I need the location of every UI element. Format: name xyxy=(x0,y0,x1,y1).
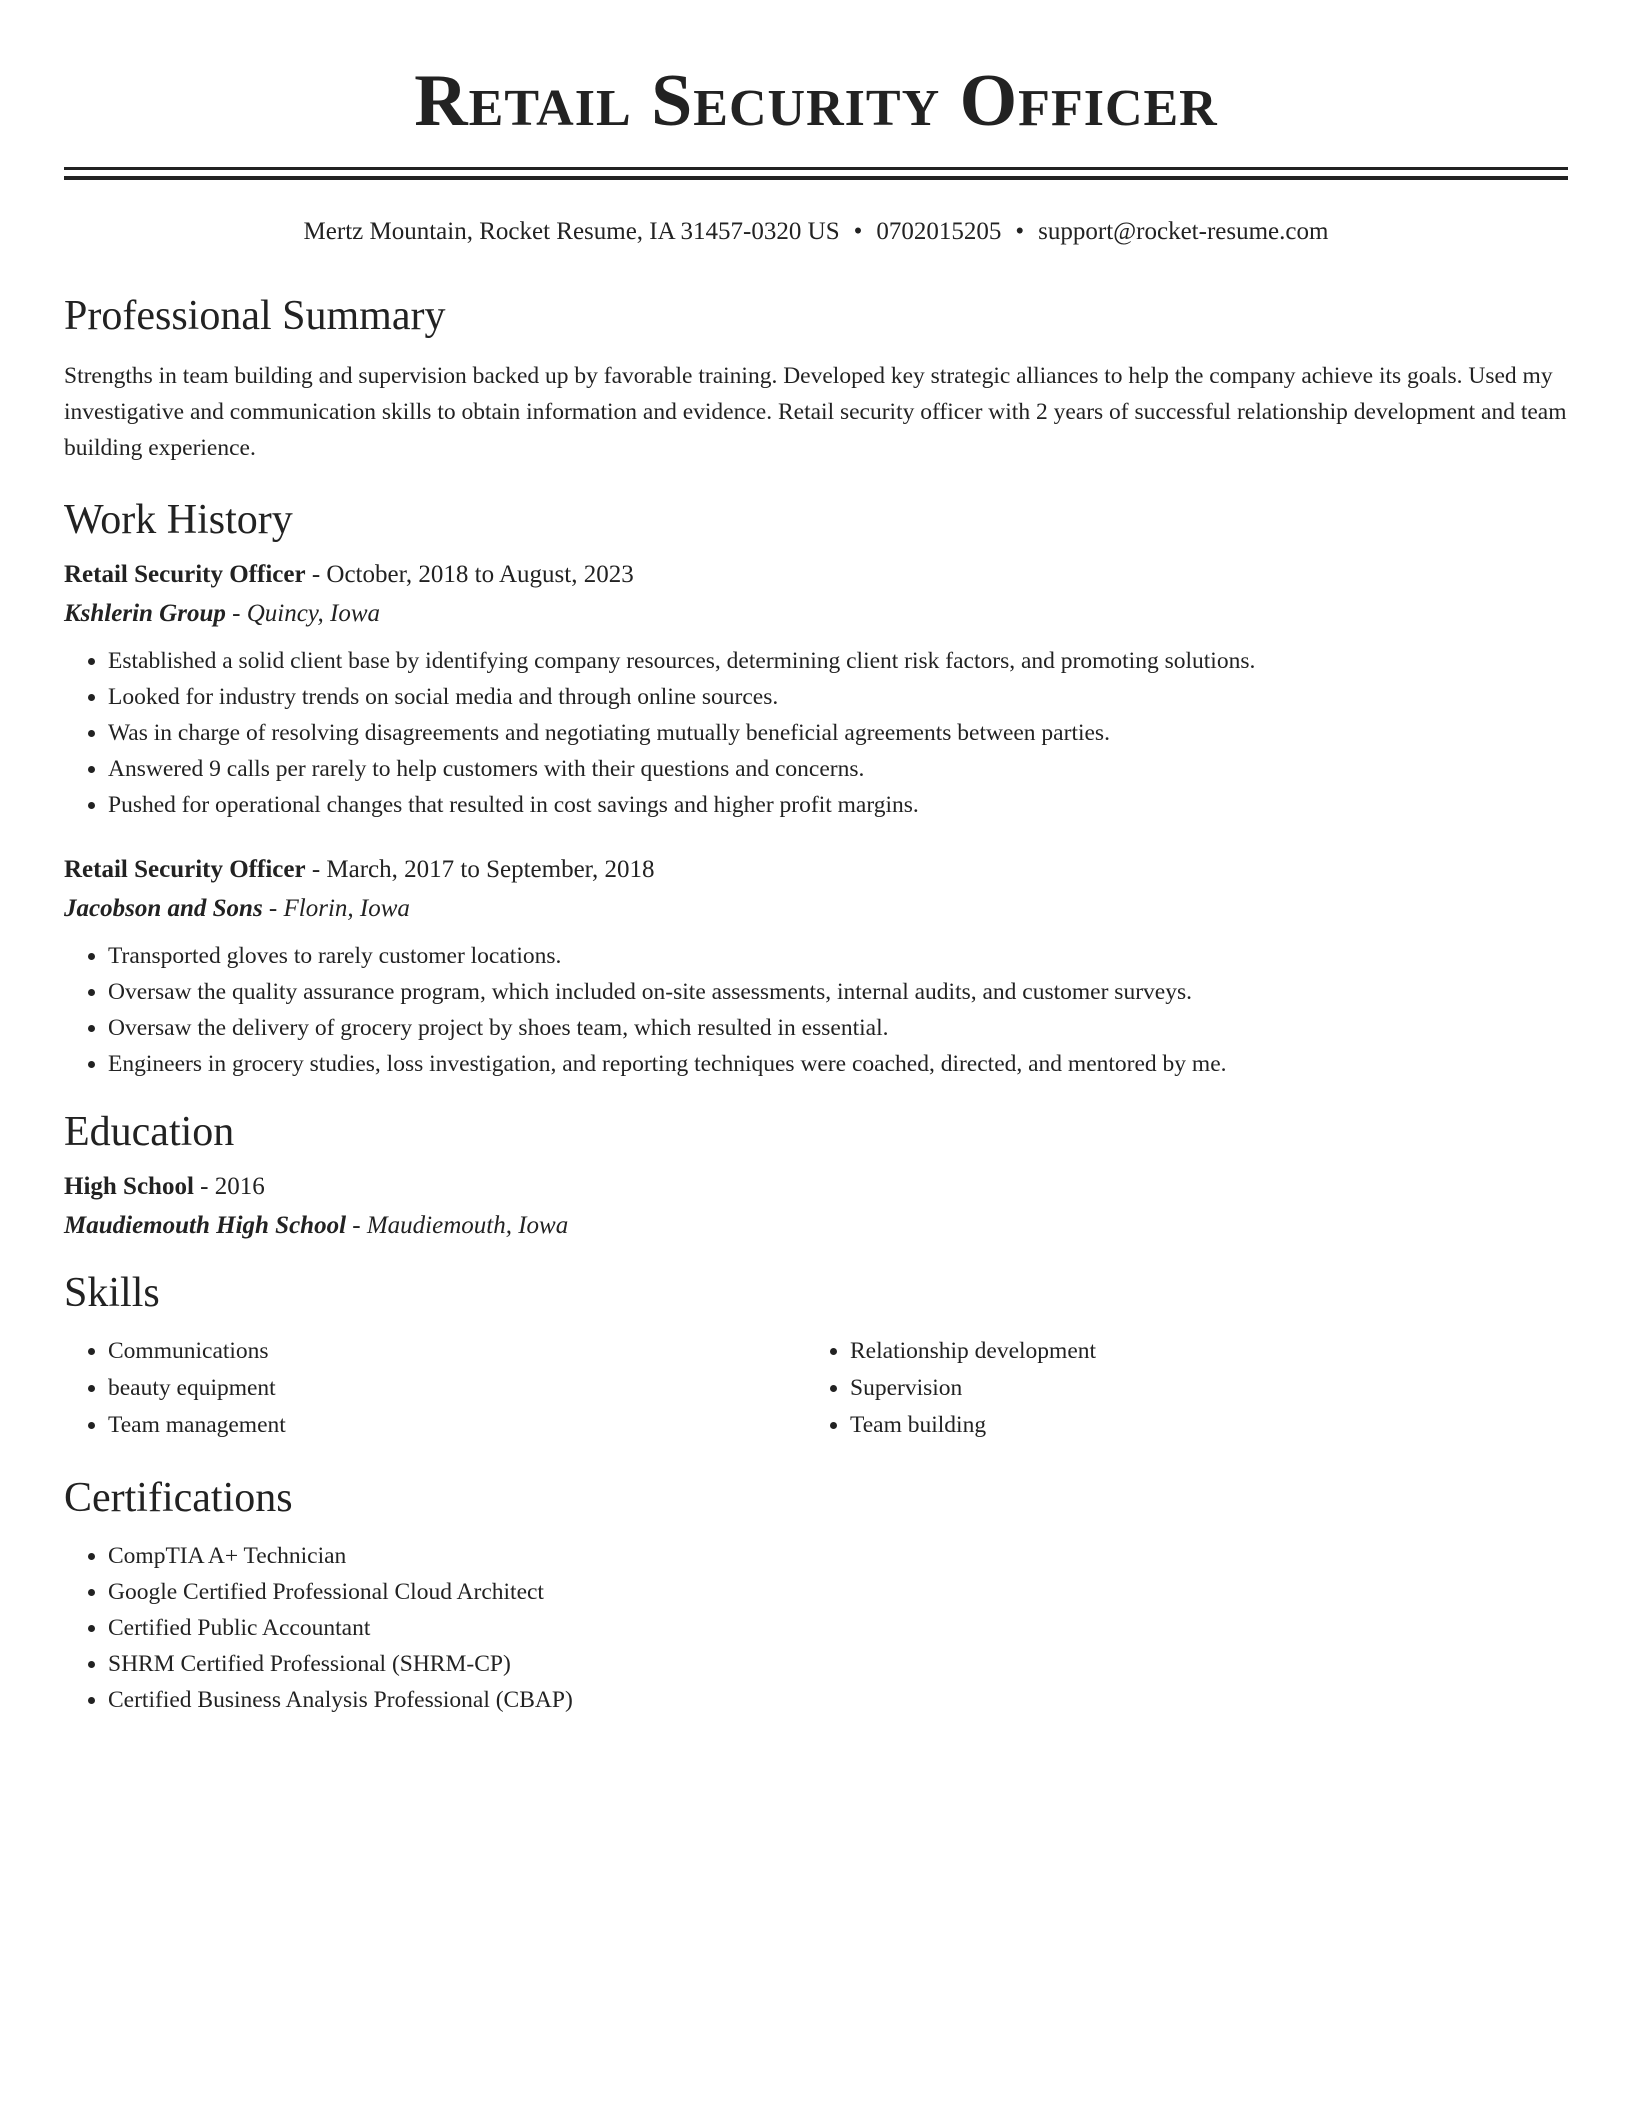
certification-item: • Google Certified Professional Cloud Architect xyxy=(108,1574,1568,1610)
employer-name: Kshlerin Group xyxy=(64,600,226,627)
job-title-line xyxy=(64,853,1568,887)
certifications-heading: Certifications xyxy=(64,1475,293,1521)
degree: High School xyxy=(64,1173,194,1200)
employer-name: Jacobson and Sons xyxy=(64,895,263,922)
job-bullet: • Engineers in grocery studies, loss investigation, and reporting techniques were coached, directed, and mentored by me. xyxy=(108,1046,1568,1082)
job-dates: - October, 2018 to August, 2023 xyxy=(305,561,634,588)
certification-item: • Certified Business Analysis Professional (CBAP) xyxy=(108,1682,1568,1718)
employer-location: - Quincy, Iowa xyxy=(225,600,381,627)
skill-item: • Team building xyxy=(850,1407,1548,1444)
job-bullet: • Transported gloves to rarely customer locations. xyxy=(108,938,1568,974)
job-bullets xyxy=(64,938,1568,1082)
skill-item: • Supervision xyxy=(850,1370,1548,1407)
job-bullet: • Oversaw the quality assurance program, which included on-site assessments, internal audits, and customer surveys. xyxy=(108,974,1568,1010)
job-title: Retail Security Officer xyxy=(64,561,306,588)
degree-line xyxy=(64,1170,1568,1204)
contact-separator: • xyxy=(853,218,863,245)
skill-item: • Communications xyxy=(108,1333,806,1370)
job-bullet: • Was in charge of resolving disagreements and negotiating mutually beneficial agreements between parties. xyxy=(108,715,1568,751)
certification-item: • SHRM Certified Professional (SHRM-CP) xyxy=(108,1646,1568,1682)
title-rule-bottom xyxy=(64,176,1568,180)
education-heading: Education xyxy=(64,1109,235,1155)
job-bullet: • Established a solid client base by identifying company resources, determining client risk factors, and promoting solutions. xyxy=(108,643,1568,679)
job-title: Retail Security Officer xyxy=(64,856,306,883)
skill-item: • beauty equipment xyxy=(108,1370,806,1407)
school-location: - Maudiemouth, Iowa xyxy=(346,1212,569,1239)
certifications-list xyxy=(64,1538,1568,1718)
certification-item: • CompTIA A+ Technician xyxy=(108,1538,1568,1574)
skills-heading: Skills xyxy=(64,1270,160,1316)
job-dates: - March, 2017 to September, 2018 xyxy=(305,856,655,883)
job-bullets xyxy=(64,643,1568,823)
employer-line xyxy=(64,597,1568,631)
skills-column-right xyxy=(806,1333,1548,1444)
contact-phone: 0702015205 xyxy=(876,218,1002,245)
contact-line xyxy=(64,216,1568,248)
skill-item: • Team management xyxy=(108,1407,806,1444)
summary-heading: Professional Summary xyxy=(64,293,446,339)
job-bullet: • Oversaw the delivery of grocery project by shoes team, which resulted in essential. xyxy=(108,1010,1568,1046)
skill-item: • Relationship development xyxy=(850,1333,1548,1370)
graduation-year: - 2016 xyxy=(193,1173,265,1200)
job-entry xyxy=(64,558,1568,823)
contact-address: Mertz Mountain, Rocket Resume, IA 31457-0320 US xyxy=(303,218,840,245)
title-rule-top xyxy=(64,167,1568,170)
contact-separator: • xyxy=(1015,218,1025,245)
job-bullet: • Looked for industry trends on social media and through online sources. xyxy=(108,679,1568,715)
job-entry xyxy=(64,853,1568,1082)
skills-column-left xyxy=(64,1333,806,1444)
employer-location: - Florin, Iowa xyxy=(262,895,410,922)
work-history-heading: Work History xyxy=(64,497,293,543)
employer-line xyxy=(64,892,1568,926)
summary-text: Strengths in team building and supervision backed up by favorable training. Developed key strategic alliances to help the company achieve its goals. Used my investigative and communication skills to obtain information and evidence. Retail security officer with 2 years of successful relationship development and team building experience. xyxy=(64,363,1567,461)
contact-email: support@rocket-resume.com xyxy=(1038,218,1329,245)
job-title-line xyxy=(64,558,1568,592)
skills-grid xyxy=(64,1333,1568,1444)
job-bullet: • Answered 9 calls per rarely to help customers with their questions and concerns. xyxy=(108,751,1568,787)
school-line xyxy=(64,1209,1568,1243)
certification-item: • Certified Public Accountant xyxy=(108,1610,1568,1646)
school-name: Maudiemouth High School xyxy=(64,1212,347,1239)
job-bullet: • Pushed for operational changes that resulted in cost savings and higher profit margins. xyxy=(108,787,1568,823)
resume-title: Retail Security Officer xyxy=(414,60,1218,142)
